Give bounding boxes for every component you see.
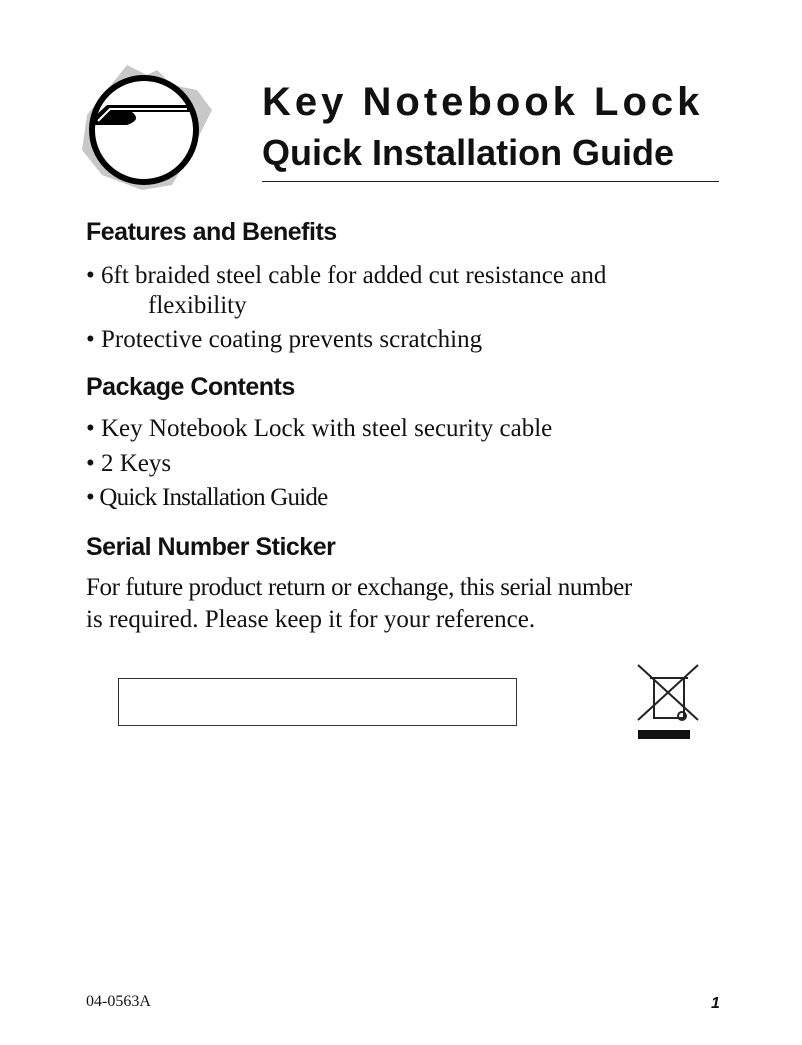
title-divider (262, 181, 719, 182)
page-number: 1 (711, 995, 720, 1012)
heading-package: Package Contents (86, 373, 295, 401)
feature-item: • 6ft braided steel cable for added cut resistance and (86, 262, 607, 289)
document-code: 04-0563A (86, 993, 151, 1010)
feature-item: • Protective coating prevents scratching (86, 326, 483, 353)
feature-item-cont: flexibility (148, 292, 247, 319)
weee-bin-icon (628, 660, 718, 742)
brand-logo (72, 55, 232, 195)
serial-number-box (118, 678, 517, 726)
package-item: • Key Notebook Lock with steel security cable (86, 415, 553, 442)
serial-text: is required. Please keep it for your reference. (86, 606, 536, 633)
package-item: • Quick Installation Guide (86, 484, 328, 511)
serial-text: For future product return or exchange, this serial number (86, 574, 632, 601)
heading-serial: Serial Number Sticker (86, 533, 336, 561)
heading-features: Features and Benefits (86, 218, 337, 246)
title-line-1: Key Notebook Lock (262, 80, 704, 124)
title-line-2: Quick Installation Guide (262, 132, 675, 173)
package-item: • 2 Keys (86, 450, 172, 477)
